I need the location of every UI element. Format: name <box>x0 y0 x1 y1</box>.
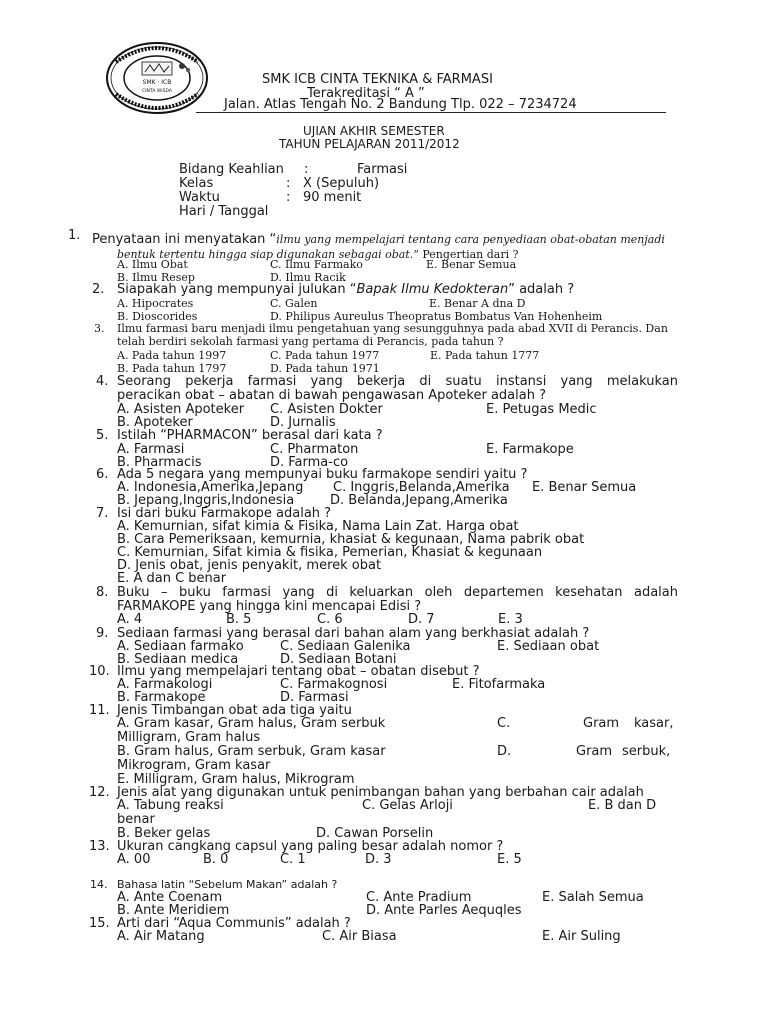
svg-text:SMK · ICB: SMK · ICB <box>142 79 172 86</box>
info-value-bidang: Farmasi <box>357 162 408 177</box>
q8-line1: Buku – buku farmasi yang di keluarkan oleh departemen kesehatan adalah <box>117 585 678 600</box>
q3-option-e[interactable]: E. Pada tahun 1777 <box>430 349 540 362</box>
q10-option-d[interactable]: D. Farmasi <box>280 690 349 705</box>
q11-option-c-letter[interactable]: C. <box>497 716 511 731</box>
q12-option-d[interactable]: D. Cawan Porselin <box>316 826 434 841</box>
q11-option-a-cont: Milligram, Gram halus <box>117 730 261 745</box>
q15-text: Arti dari “Aqua Communis” adalah ? <box>117 916 351 931</box>
q3-number: 3. <box>94 322 105 335</box>
q3-option-b[interactable]: B. Pada tahun 1797 <box>117 362 227 375</box>
q1-text-c: bentuk tertentu hingga siap digunakan sebagai obat <box>117 248 410 261</box>
q5-option-d[interactable]: D. Farma-co <box>270 455 349 470</box>
q2-option-c[interactable]: C. Galen <box>270 297 318 310</box>
q5-number: 5. <box>96 428 109 443</box>
q1-option-e[interactable]: E. Benar Semua <box>426 258 517 271</box>
q6-option-c[interactable]: C. Inggris,Belanda,Amerika <box>333 480 510 495</box>
q6-number: 6. <box>96 467 109 482</box>
info-sep-waktu: : <box>286 190 291 205</box>
q1-option-b[interactable]: B. Ilmu Resep <box>117 271 195 284</box>
q8-option-a[interactable]: A. 4 <box>117 612 143 627</box>
q1-text-a: Penyataan ini menyatakan “ <box>92 232 277 247</box>
info-label-bidang: Bidang Keahlian <box>179 162 284 177</box>
q6-option-a[interactable]: A. Indonesia,Amerika,Jepang <box>117 480 304 495</box>
q15-number: 15. <box>89 916 110 931</box>
q2-text-c: ” adalah ? <box>508 282 575 297</box>
q1-option-a[interactable]: A. Ilmu Obat <box>117 258 188 271</box>
svg-text:CINTA WISDA: CINTA WISDA <box>142 89 172 94</box>
q13-number: 13. <box>89 839 110 854</box>
q3-line2: telah berdiri sekolah farmasi yang pertama di Perancis, pada tahun ? <box>117 335 504 348</box>
q14-text: Bahasa latin “Sebelum Makan” adalah ? <box>117 878 338 891</box>
q3-option-c[interactable]: C. Pada tahun 1977 <box>270 349 380 362</box>
info-sep-kelas: : <box>286 176 291 191</box>
q5-option-b[interactable]: B. Pharmacis <box>117 455 202 470</box>
q4-option-d[interactable]: D. Jurnalis <box>270 415 336 430</box>
info-label-kelas: Kelas <box>179 176 214 191</box>
q14-option-c[interactable]: C. Ante Pradium <box>366 890 472 905</box>
q10-option-b[interactable]: B. Farmakope <box>117 690 206 705</box>
q11-option-c-word1: Gram <box>583 716 620 731</box>
q11-option-c-word2: kasar, <box>634 716 674 731</box>
q6-option-b[interactable]: B. Jepang,Inggris,Indonesia <box>117 493 295 508</box>
q10-option-a[interactable]: A. Farmakologi <box>117 677 213 692</box>
q1-number: 1. <box>68 228 81 243</box>
q9-option-a[interactable]: A. Sediaan farmako <box>117 639 244 654</box>
q3-option-d[interactable]: D. Pada tahun 1971 <box>270 362 380 375</box>
q13-option-e[interactable]: E. 5 <box>497 852 522 867</box>
q2-number: 2. <box>92 282 105 297</box>
q8-option-e[interactable]: E. 3 <box>498 612 523 627</box>
q13-option-c[interactable]: C. 1 <box>280 852 306 867</box>
q13-option-a[interactable]: A. 00 <box>117 852 151 867</box>
q6-option-e[interactable]: E. Benar Semua <box>532 480 637 495</box>
q9-option-c[interactable]: C. Sediaan Galenika <box>280 639 411 654</box>
q7-option-b[interactable]: B. Cara Pemeriksaan, kemurnia, khasiat & kegunaan, Nama pabrik obat <box>117 532 585 547</box>
school-name: SMK ICB CINTA TEKNIKA & FARMASI <box>262 72 493 87</box>
q3-line1: Ilmu farmasi baru menjadi ilmu pengetahuan yang sesungguhnya pada abad XVII di Perancis. Dan <box>117 322 668 335</box>
q7-option-c[interactable]: C. Kemurnian, Sifat kimia & fisika, Pemerian, Khasiat & kegunaan <box>117 545 543 560</box>
info-value-waktu: 90 menit <box>303 190 362 205</box>
q1-text-b: ilmu yang mempelajari tentang cara penyediaan obat-obatan menjadi <box>276 233 665 246</box>
q5-text: Istilah “PHARMACON” berasal dari kata ? <box>117 428 383 443</box>
q8-line2: FARMAKOPE yang hingga kini mencapai Edisi ? <box>117 599 422 614</box>
q11-option-d-letter[interactable]: D. <box>497 744 512 759</box>
q11-option-b-cont: Mikrogram, Gram kasar <box>117 758 271 773</box>
q11-option-b[interactable]: B. Gram halus, Gram serbuk, Gram kasar <box>117 744 386 759</box>
q5-option-a[interactable]: A. Farmasi <box>117 442 185 457</box>
q13-option-d[interactable]: D. 3 <box>365 852 392 867</box>
q2-text-b: Bapak Ilmu Kedokteran <box>356 282 509 297</box>
school-address: Jalan. Atlas Tengah No. 2 Bandung Tlp. 022 – 7234724 <box>224 97 577 112</box>
q2-option-a[interactable]: A. Hipocrates <box>117 297 194 310</box>
q10-text: Ilmu yang mempelajari tentang obat – obatan disebut ? <box>117 664 480 679</box>
q9-text: Sediaan farmasi yang berasal dari bahan alam yang berkhasiat adalah ? <box>117 626 590 641</box>
info-sep-bidang: : <box>304 162 309 177</box>
q12-option-c[interactable]: C. Gelas Arloji <box>362 798 453 813</box>
q1-option-d[interactable]: D. Ilmu Racik <box>270 271 346 284</box>
q13-text: Ukuran cangkang capsul yang paling besar adalah nomor ? <box>117 839 504 854</box>
exam-year: TAHUN PELAJARAN 2011/2012 <box>279 137 460 151</box>
q11-option-d-word1: Gram <box>576 744 613 759</box>
q2-option-b[interactable]: B. Dioscorides <box>117 310 198 323</box>
q9-option-e[interactable]: E. Sediaan obat <box>497 639 600 654</box>
q7-option-a[interactable]: A. Kemurnian, sifat kimia & Fisika, Nama Lain Zat. Harga obat <box>117 519 519 534</box>
q4-line1: Seorang pekerja farmasi yang bekerja di suatu instansi yang melakukan <box>117 374 678 389</box>
q10-number: 10. <box>89 664 110 679</box>
q1-text-d: .” Pengertian dari ? <box>409 248 519 261</box>
q11-number: 11. <box>89 703 110 718</box>
q10-option-c[interactable]: C. Farmakognosi <box>280 677 388 692</box>
q9-option-b[interactable]: B. Sediaan medica <box>117 652 239 667</box>
q2-text-a: Siapakah yang mempunyai julukan “ <box>117 282 357 297</box>
q9-number: 9. <box>96 626 109 641</box>
q8-number: 8. <box>96 585 109 600</box>
q5-option-e[interactable]: E. Farmakope <box>486 442 574 457</box>
q14-option-a[interactable]: A. Ante Coenam <box>117 890 223 905</box>
q11-option-e[interactable]: E. Milligram, Gram halus, Mikrogram <box>117 772 355 787</box>
q7-text: Isi dari buku Farmakope adalah ? <box>117 506 332 521</box>
q2-option-e[interactable]: E. Benar A dna D <box>429 297 526 310</box>
q14-number: 14. <box>90 878 108 891</box>
q2-option-d[interactable]: D. Philipus Aureulus Theopratus Bombatus Van Hohenheim <box>270 310 603 323</box>
q8-option-b[interactable]: B. 5 <box>226 612 252 627</box>
q4-number: 4. <box>96 374 109 389</box>
q4-line2: peracikan obat – abatan di bawah pengawasan Apoteker adalah ? <box>117 388 546 403</box>
q12-text: Jenis alat yang digunakan untuk penimbangan bahan yang berbahan cair adalah <box>117 785 644 800</box>
q7-option-d[interactable]: D. Jenis obat, jenis penyakit, merek obat <box>117 558 382 573</box>
header-divider <box>196 112 666 113</box>
q5-option-c[interactable]: C. Pharmaton <box>270 442 359 457</box>
info-label-waktu: Waktu <box>179 190 220 205</box>
q12-option-e-cont: benar <box>117 812 155 827</box>
q9-option-d[interactable]: D. Sediaan Botani <box>280 652 397 667</box>
q15-option-c[interactable]: C. Air Biasa <box>322 929 397 944</box>
q2-question <box>117 282 574 297</box>
q12-number: 12. <box>89 785 110 800</box>
info-value-kelas: X (Sepuluh) <box>303 176 380 191</box>
q10-option-e[interactable]: E. Fitofarmaka <box>452 677 546 692</box>
q15-option-e[interactable]: E. Air Suling <box>542 929 621 944</box>
exam-title: UJIAN AKHIR SEMESTER <box>303 124 445 138</box>
q7-option-e[interactable]: E. A dan C benar <box>117 571 227 586</box>
q14-option-d[interactable]: D. Ante Parles Aequqles <box>366 903 522 918</box>
q4-option-e[interactable]: E. Petugas Medic <box>486 402 597 417</box>
q14-option-b[interactable]: B. Ante Meridiem <box>117 903 230 918</box>
q6-text: Ada 5 negara yang mempunyai buku farmakope sendiri yaitu ? <box>117 467 528 482</box>
q11-text: Jenis Timbangan obat ada tiga yaitu <box>117 703 352 718</box>
q8-option-c[interactable]: C. 6 <box>317 612 343 627</box>
q12-option-e[interactable]: E. B dan D <box>588 798 657 813</box>
school-logo <box>104 40 210 116</box>
q3-option-a[interactable]: A. Pada tahun 1997 <box>117 349 227 362</box>
accreditation: Terakreditasi “ A ” <box>307 86 425 101</box>
q11-option-d-word2: serbuk, <box>622 744 671 759</box>
q15-option-a[interactable]: A. Air Matang <box>117 929 205 944</box>
q11-option-a[interactable]: A. Gram kasar, Gram halus, Gram serbuk <box>117 716 386 731</box>
q4-option-b[interactable]: B. Apoteker <box>117 415 193 430</box>
q1-option-c[interactable]: C. Ilmu Farmako <box>270 258 363 271</box>
q7-number: 7. <box>96 506 109 521</box>
q6-option-d[interactable]: D. Belanda,Jepang,Amerika <box>330 493 508 508</box>
q12-option-a[interactable]: A. Tabung reaksi <box>117 798 224 813</box>
info-label-hari: Hari / Tanggal <box>179 204 269 219</box>
q13-option-b[interactable]: B. 0 <box>203 852 229 867</box>
q14-option-e[interactable]: E. Salah Semua <box>542 890 644 905</box>
q4-option-a[interactable]: A. Asisten Apoteker <box>117 402 245 417</box>
q4-option-c[interactable]: C. Asisten Dokter <box>270 402 383 417</box>
q12-option-b[interactable]: B. Beker gelas <box>117 826 211 841</box>
q8-option-d[interactable]: D. 7 <box>408 612 435 627</box>
